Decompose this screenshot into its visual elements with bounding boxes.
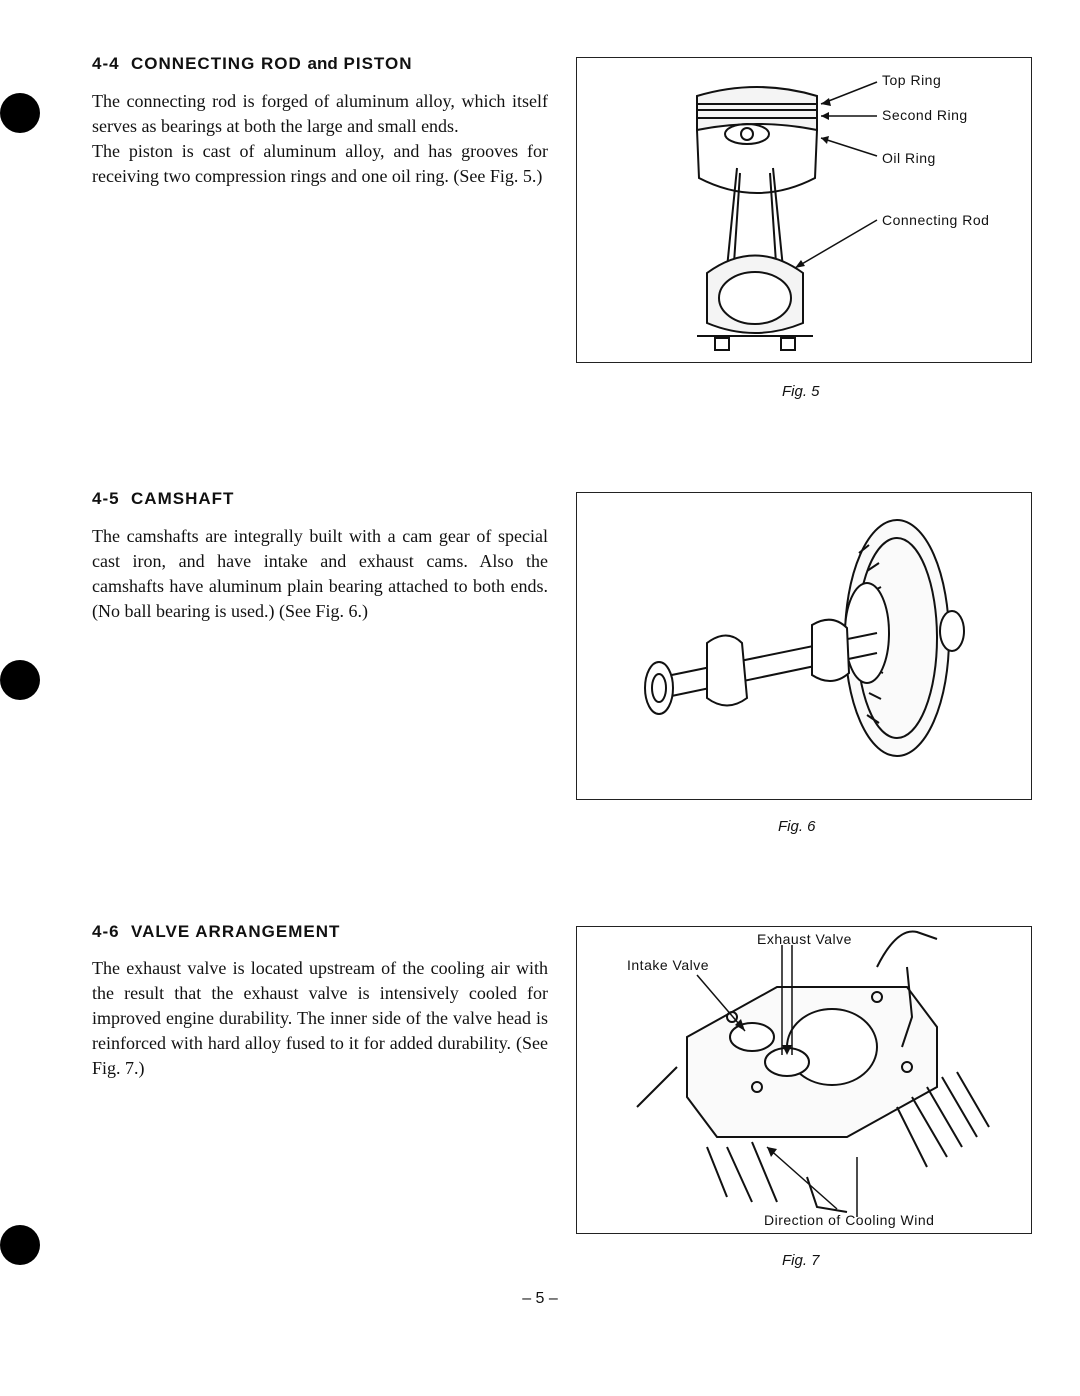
paragraph: The connecting rod is forged of aluminum alloy, which itself serves as bearings at both the large and small ends. xyxy=(92,91,548,136)
section-title-part: and xyxy=(307,54,338,73)
section-title-part: CONNECTING ROD xyxy=(131,54,302,73)
section-title-part: PISTON xyxy=(343,54,413,73)
section-body-valve-arrangement xyxy=(92,956,548,1081)
paragraph: The exhaust valve is located upstream of the cooling air with the result that the exhaust valve is intensively cooled for improved engine durability. The inner side of the valve head is reinforced with hard alloy fused to it for added durability. (See Fig. 7.) xyxy=(92,958,548,1078)
label-exhaust-valve: Exhaust Valve xyxy=(757,931,852,947)
figure-5-piston xyxy=(576,57,1032,363)
section-heading-valve-arrangement xyxy=(92,922,340,942)
section-number: 4-6 xyxy=(92,922,120,941)
paragraph: The camshafts are integrally built with a cam gear of special cast iron, and have intake and exhaust cams. Also the camshafts have aluminum plain bearing attached to both ends. (No ball bearing is used.) (See Fig. 6.) xyxy=(92,526,548,621)
section-body-camshaft xyxy=(92,524,548,624)
figure-7-caption: Fig. 7 xyxy=(782,1252,820,1269)
label-intake-valve: Intake Valve xyxy=(627,957,710,973)
paragraph: The piston is cast of aluminum alloy, and has grooves for receiving two compression rings and one oil ring. (See Fig. 5.) xyxy=(92,141,548,186)
figure-5-caption: Fig. 5 xyxy=(782,383,820,400)
binder-hole-2 xyxy=(0,660,40,700)
label-cooling-wind: Direction of Cooling Wind xyxy=(764,1212,935,1228)
section-title: VALVE ARRANGEMENT xyxy=(131,922,341,941)
piston-drawing xyxy=(577,58,1031,362)
figure-6-caption: Fig. 6 xyxy=(778,818,816,835)
label-top-ring: Top Ring xyxy=(882,72,942,88)
section-body-connecting-rod xyxy=(92,89,548,189)
camshaft-drawing xyxy=(577,493,1031,799)
section-heading-connecting-rod xyxy=(92,54,413,74)
label-connecting-rod: Connecting Rod xyxy=(882,212,990,228)
figure-7-valves xyxy=(576,926,1032,1234)
binder-hole-3 xyxy=(0,1225,40,1265)
section-number: 4-5 xyxy=(92,489,120,508)
page-number: – 5 – xyxy=(522,1290,558,1307)
figure-6-camshaft xyxy=(576,492,1032,800)
label-oil-ring: Oil Ring xyxy=(882,150,936,166)
section-heading-camshaft xyxy=(92,489,234,509)
section-title: CAMSHAFT xyxy=(131,489,235,508)
binder-hole-1 xyxy=(0,93,40,133)
label-second-ring: Second Ring xyxy=(882,107,968,123)
section-number: 4-4 xyxy=(92,54,120,73)
